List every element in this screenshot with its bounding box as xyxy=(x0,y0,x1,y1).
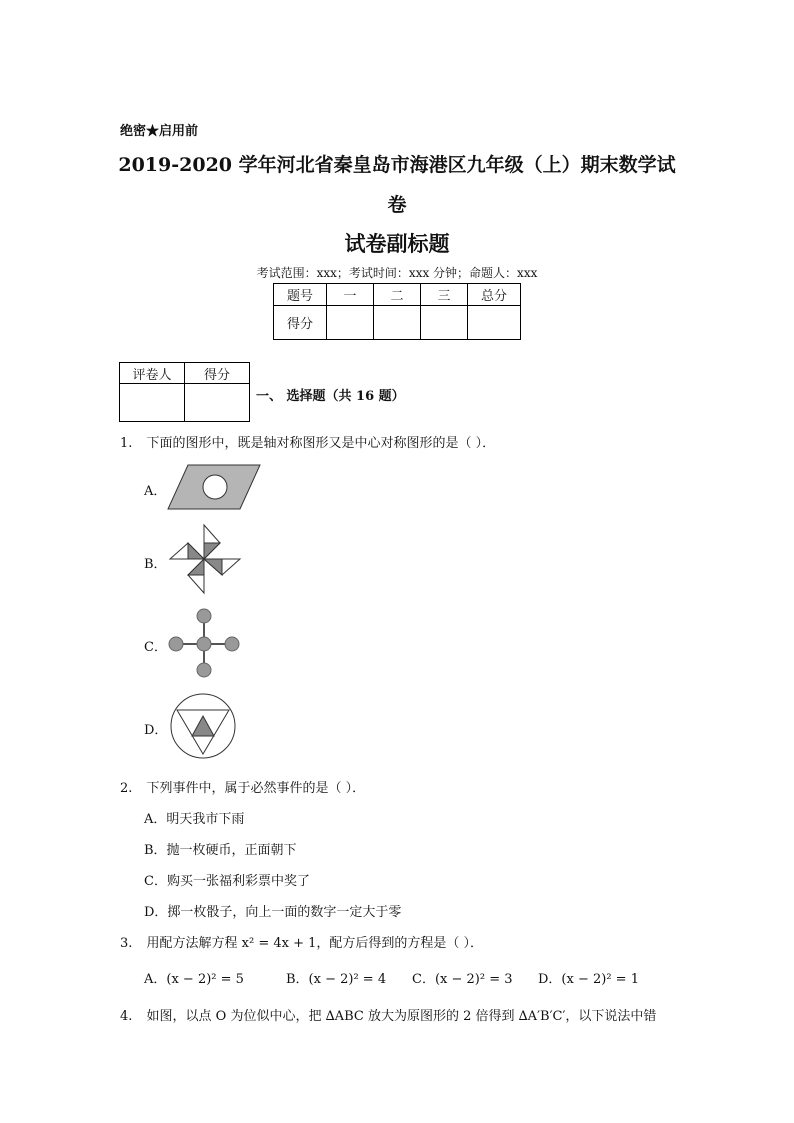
score-cell xyxy=(421,306,468,340)
score-header: 二 xyxy=(374,284,421,306)
option-b-label: B． xyxy=(144,557,167,572)
question-4 xyxy=(120,1005,656,1024)
score-header: 题号 xyxy=(274,284,327,306)
question-text: 如图，以点 O 为位似中心，把 ∆ABC 放大为原图形的 2 倍得到 ∆A′B′C′，以下说法中错 xyxy=(146,1009,657,1024)
question-2 xyxy=(120,777,365,796)
option-a: A．明天我市下雨 xyxy=(144,812,245,827)
question-number: 3. xyxy=(120,936,133,951)
question-1 xyxy=(120,432,495,451)
grader-header: 得分 xyxy=(185,363,250,384)
score-cell xyxy=(374,306,421,340)
grader-header: 评卷人 xyxy=(120,363,185,384)
option-a-label: A． xyxy=(144,484,167,499)
option-d: D．(x − 2)² = 1 xyxy=(538,972,639,987)
score-header: 总分 xyxy=(468,284,521,306)
score-row-label: 得分 xyxy=(274,306,327,340)
score-header: 一 xyxy=(327,284,374,306)
confidential-label: 绝密★启用前 xyxy=(120,124,199,139)
option-b: B．(x − 2)² = 4 xyxy=(286,972,387,987)
exam-info: 考试范围：xxx；考试时间：xxx 分钟；命题人：xxx xyxy=(256,266,538,280)
pinwheel-figure xyxy=(168,523,242,595)
question-3 xyxy=(120,932,483,951)
question-text: 下列事件中，属于必然事件的是（ ）． xyxy=(146,781,366,796)
score-table xyxy=(273,283,521,340)
score-header: 三 xyxy=(421,284,468,306)
grader-cell xyxy=(120,384,185,422)
option-c: C．(x − 2)² = 3 xyxy=(412,972,513,987)
score-cell xyxy=(468,306,521,340)
parallelogram-figure xyxy=(166,462,262,512)
option-c: C．购买一张福利彩票中奖了 xyxy=(144,874,310,889)
exam-subtitle: 试卷副标题 xyxy=(344,231,450,256)
option-c-label: C． xyxy=(144,640,167,655)
option-a: A．(x − 2)² = 5 xyxy=(144,972,244,987)
question-number: 2. xyxy=(120,781,133,796)
question-text: 下面的图形中，既是轴对称图形又是中心对称图形的是（ ）． xyxy=(146,436,496,451)
option-b: B．抛一枚硬币，正面朝下 xyxy=(144,843,297,858)
cross-dots-figure xyxy=(166,606,242,680)
question-number: 4. xyxy=(120,1009,133,1024)
question-number: 1. xyxy=(120,436,133,451)
section-heading: 一、 选择题（共 16 题） xyxy=(256,389,405,404)
option-d-label: D． xyxy=(144,723,168,738)
exam-title-line2: 卷 xyxy=(387,194,407,216)
exam-title-line1: 2019-2020 学年河北省秦皇岛市海港区九年级（上）期末数学试 xyxy=(118,154,676,176)
option-d: D．掷一枚骰子，向上一面的数字一定大于零 xyxy=(144,905,402,920)
question-text: 用配方法解方程 x² = 4x + 1，配方后得到的方程是（ ）． xyxy=(146,936,484,951)
grader-cell xyxy=(185,384,250,422)
grader-table xyxy=(119,362,250,422)
circle-triangle-figure xyxy=(168,692,240,760)
score-cell xyxy=(327,306,374,340)
